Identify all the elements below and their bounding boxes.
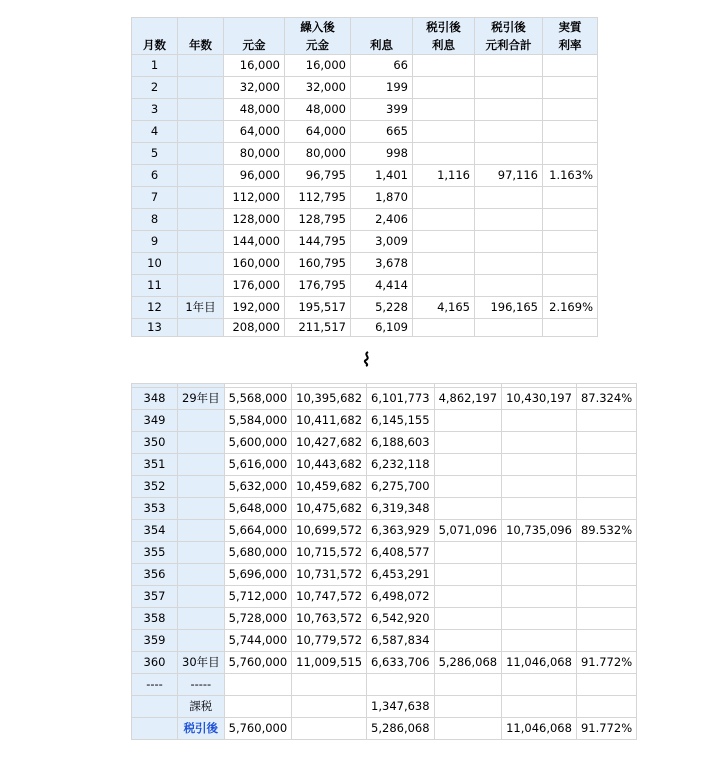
cell-year xyxy=(178,275,224,297)
table-row xyxy=(132,121,598,143)
cell-interest: 665 xyxy=(351,121,413,143)
header-year xyxy=(178,18,224,55)
cell-month: 355 xyxy=(132,542,178,564)
cell-month: 351 xyxy=(132,454,178,476)
cell-month: 352 xyxy=(132,476,178,498)
cell-interest: 6,275,700 xyxy=(367,476,435,498)
cell-net-total xyxy=(475,99,543,121)
cell-net-total xyxy=(475,143,543,165)
cell-interest: 6,319,348 xyxy=(367,498,435,520)
cell-interest: 6,498,072 xyxy=(367,586,435,608)
cell-year xyxy=(178,77,224,99)
cell-principal-after-transfer: 112,795 xyxy=(285,187,351,209)
cell-principal-after-transfer: 128,795 xyxy=(285,209,351,231)
cell-interest: 4,414 xyxy=(351,275,413,297)
cell-interest: 6,633,706 xyxy=(367,652,435,674)
cell-principal-after-transfer: 160,795 xyxy=(285,253,351,275)
cell-year: 30年目 xyxy=(178,652,225,674)
cell-year xyxy=(178,410,225,432)
cell-month: 9 xyxy=(132,231,178,253)
header-principal xyxy=(224,18,285,55)
cell-principal: 208,000 xyxy=(224,319,285,337)
cell-net-total xyxy=(502,498,577,520)
cell-net-interest xyxy=(434,410,502,432)
cell-net-total xyxy=(502,586,577,608)
cell-year xyxy=(178,498,225,520)
table-row xyxy=(132,77,598,99)
cell-interest: 2,406 xyxy=(351,209,413,231)
table-row xyxy=(132,275,598,297)
cell-principal: 16,000 xyxy=(224,55,285,77)
table-row xyxy=(132,388,637,410)
cell-effective-rate: 91.772% xyxy=(576,718,636,740)
cell-principal-after-transfer: 10,699,572 xyxy=(292,520,367,542)
cell-interest: 6,101,773 xyxy=(367,388,435,410)
cell-year xyxy=(178,608,225,630)
cell-net-total xyxy=(502,630,577,652)
cell-principal: 32,000 xyxy=(224,77,285,99)
cell-net-interest xyxy=(413,275,475,297)
cell-month: 1 xyxy=(132,55,178,77)
header-line2: 元金 xyxy=(242,38,266,52)
cell-principal-after-transfer: 64,000 xyxy=(285,121,351,143)
table-row xyxy=(132,696,637,718)
cell-net-total xyxy=(502,410,577,432)
cell-net-interest xyxy=(434,476,502,498)
cell-principal-after-transfer: 96,795 xyxy=(285,165,351,187)
cell-interest: 6,542,920 xyxy=(367,608,435,630)
cell-principal: 176,000 xyxy=(224,275,285,297)
cell-principal-after-transfer: 16,000 xyxy=(285,55,351,77)
cell-year xyxy=(178,165,224,187)
table-row xyxy=(132,187,598,209)
cell-principal-after-transfer: 10,411,682 xyxy=(292,410,367,432)
table-header xyxy=(132,18,598,55)
cell-interest: 399 xyxy=(351,99,413,121)
cell-year xyxy=(178,187,224,209)
cell-net-interest xyxy=(434,674,502,696)
cell-effective-rate xyxy=(543,77,598,99)
cell-interest: 6,145,155 xyxy=(367,410,435,432)
cell-effective-rate xyxy=(543,209,598,231)
cell-year xyxy=(178,319,224,337)
cell-principal: 5,632,000 xyxy=(224,476,292,498)
table-row xyxy=(132,630,637,652)
cell-net-total xyxy=(502,608,577,630)
cell-month xyxy=(132,696,178,718)
cell-principal-after-transfer: 144,795 xyxy=(285,231,351,253)
cell-net-interest xyxy=(413,77,475,99)
cell-net-total: 11,046,068 xyxy=(502,652,577,674)
table-row xyxy=(132,564,637,586)
cell-principal: 5,664,000 xyxy=(224,520,292,542)
cell-net-interest xyxy=(413,253,475,275)
header-line1: 税引後 xyxy=(491,20,526,34)
cell-principal-after-transfer: 10,731,572 xyxy=(292,564,367,586)
cell-interest: 6,363,929 xyxy=(367,520,435,542)
cell-year xyxy=(178,253,224,275)
cell-month: 358 xyxy=(132,608,178,630)
cell-net-total xyxy=(502,542,577,564)
cell-net-interest xyxy=(434,630,502,652)
cell-principal-after-transfer: 10,443,682 xyxy=(292,454,367,476)
cell-net-total xyxy=(502,476,577,498)
cell-month: 353 xyxy=(132,498,178,520)
cell-year xyxy=(178,121,224,143)
cell-effective-rate xyxy=(543,187,598,209)
cell-principal-after-transfer: 10,763,572 xyxy=(292,608,367,630)
cell-net-interest xyxy=(434,564,502,586)
header-line2: 利息 xyxy=(432,38,455,52)
table-row xyxy=(132,520,637,542)
cell-principal: 144,000 xyxy=(224,231,285,253)
cell-month: 11 xyxy=(132,275,178,297)
cell-effective-rate xyxy=(576,432,636,454)
table-row xyxy=(132,542,637,564)
cell-interest: 6,109 xyxy=(351,319,413,337)
savings-table-top xyxy=(131,17,598,337)
cell-net-total xyxy=(502,674,577,696)
cell-month: 354 xyxy=(132,520,178,542)
cell-net-interest xyxy=(413,319,475,337)
cell-year: 1年目 xyxy=(178,297,224,319)
cell-net-total xyxy=(475,231,543,253)
table-row xyxy=(132,608,637,630)
table-row xyxy=(132,652,637,674)
cell-net-interest xyxy=(434,432,502,454)
cell-interest: 6,453,291 xyxy=(367,564,435,586)
cell-net-interest: 4,862,197 xyxy=(434,388,502,410)
cell-net-total xyxy=(475,77,543,99)
cell-principal-after-transfer: 11,009,515 xyxy=(292,652,367,674)
cell-interest: 6,587,834 xyxy=(367,630,435,652)
cell-principal-after-transfer: 10,427,682 xyxy=(292,432,367,454)
cell-principal-after-transfer: 48,000 xyxy=(285,99,351,121)
table-row xyxy=(132,231,598,253)
cell-month: 5 xyxy=(132,143,178,165)
header-net-interest xyxy=(413,18,475,55)
cell-net-interest xyxy=(434,718,502,740)
cell-principal-after-transfer: 80,000 xyxy=(285,143,351,165)
cell-principal: 5,760,000 xyxy=(224,652,292,674)
cell-net-total: 97,116 xyxy=(475,165,543,187)
cell-interest: 6,188,603 xyxy=(367,432,435,454)
table-row xyxy=(132,209,598,231)
table-row xyxy=(132,432,637,454)
cell-net-total xyxy=(475,55,543,77)
cell-interest: 1,870 xyxy=(351,187,413,209)
cell-principal xyxy=(224,696,292,718)
cell-net-total xyxy=(502,696,577,718)
cell-net-interest xyxy=(413,121,475,143)
header-line2: 年数 xyxy=(189,38,212,52)
table-row xyxy=(132,165,598,187)
header-line2: 月数 xyxy=(143,38,166,52)
cell-effective-rate xyxy=(576,542,636,564)
cell-net-interest xyxy=(413,55,475,77)
header-month xyxy=(132,18,178,55)
cell-principal-after-transfer: 32,000 xyxy=(285,77,351,99)
cell-net-interest xyxy=(413,143,475,165)
header-net-total xyxy=(475,18,543,55)
cell-effective-rate xyxy=(543,319,598,337)
cell-principal: 192,000 xyxy=(224,297,285,319)
cell-principal: 48,000 xyxy=(224,99,285,121)
cell-effective-rate: 89.532% xyxy=(576,520,636,542)
cell-year xyxy=(178,231,224,253)
cell-year: ----- xyxy=(178,674,225,696)
cell-net-interest: 5,071,096 xyxy=(434,520,502,542)
cell-principal: 5,568,000 xyxy=(224,388,292,410)
cell-interest: 6,232,118 xyxy=(367,454,435,476)
cell-interest: 199 xyxy=(351,77,413,99)
cell-principal-after-transfer: 10,395,682 xyxy=(292,388,367,410)
cell-principal-after-transfer: 195,517 xyxy=(285,297,351,319)
wavy-break-icon xyxy=(361,350,373,368)
header-line2: 利率 xyxy=(558,38,582,52)
cell-interest: 3,678 xyxy=(351,253,413,275)
cell-principal-after-transfer: 10,779,572 xyxy=(292,630,367,652)
cell-principal-after-transfer xyxy=(292,696,367,718)
cell-effective-rate xyxy=(576,410,636,432)
cell-net-interest xyxy=(434,608,502,630)
table-row xyxy=(132,99,598,121)
cell-interest: 1,347,638 xyxy=(367,696,435,718)
table-row xyxy=(132,586,637,608)
cell-principal: 64,000 xyxy=(224,121,285,143)
cell-principal: 5,600,000 xyxy=(224,432,292,454)
cell-effective-rate xyxy=(543,143,598,165)
cell-net-interest: 5,286,068 xyxy=(434,652,502,674)
table-row xyxy=(132,410,637,432)
table-row xyxy=(132,253,598,275)
cell-year xyxy=(178,143,224,165)
table-row xyxy=(132,55,598,77)
cell-effective-rate xyxy=(576,476,636,498)
cell-effective-rate: 91.772% xyxy=(576,652,636,674)
cell-effective-rate xyxy=(543,253,598,275)
cell-month: 357 xyxy=(132,586,178,608)
table-row xyxy=(132,718,637,740)
cell-effective-rate: 1.163% xyxy=(543,165,598,187)
table-row xyxy=(132,454,637,476)
cell-month: 359 xyxy=(132,630,178,652)
header-line1: 繰入後 xyxy=(300,20,335,34)
cell-principal: 5,712,000 xyxy=(224,586,292,608)
savings-table-bottom xyxy=(131,383,637,740)
cell-principal-after-transfer xyxy=(292,718,367,740)
cell-interest: 66 xyxy=(351,55,413,77)
cell-net-total xyxy=(475,209,543,231)
cell-interest: 998 xyxy=(351,143,413,165)
cell-principal: 5,648,000 xyxy=(224,498,292,520)
cell-month: 356 xyxy=(132,564,178,586)
cell-principal: 5,728,000 xyxy=(224,608,292,630)
cell-month: ---- xyxy=(132,674,178,696)
header-effective-rate xyxy=(543,18,598,55)
cell-net-total: 10,430,197 xyxy=(502,388,577,410)
cell-year xyxy=(178,630,225,652)
cell-year xyxy=(178,432,225,454)
cell-principal xyxy=(224,674,292,696)
cell-principal: 128,000 xyxy=(224,209,285,231)
cell-effective-rate xyxy=(543,121,598,143)
cell-net-interest: 1,116 xyxy=(413,165,475,187)
cell-principal-after-transfer: 10,715,572 xyxy=(292,542,367,564)
cell-effective-rate xyxy=(576,696,636,718)
table-row xyxy=(132,498,637,520)
cell-net-interest xyxy=(434,542,502,564)
cell-effective-rate xyxy=(576,674,636,696)
header-line1: 税引後 xyxy=(426,20,461,34)
cell-principal-after-transfer: 10,747,572 xyxy=(292,586,367,608)
cell-net-interest xyxy=(434,586,502,608)
cell-net-total: 10,735,096 xyxy=(502,520,577,542)
cell-year xyxy=(178,476,225,498)
header-line2: 元利合計 xyxy=(485,38,532,52)
table-row xyxy=(132,297,598,319)
cell-interest xyxy=(367,674,435,696)
cell-month: 2 xyxy=(132,77,178,99)
table-body-top xyxy=(132,55,598,337)
cell-principal-after-transfer: 10,459,682 xyxy=(292,476,367,498)
cell-year xyxy=(178,586,225,608)
header-principal-after-transfer xyxy=(285,18,351,55)
cell-month: 350 xyxy=(132,432,178,454)
cell-month: 349 xyxy=(132,410,178,432)
cell-principal: 80,000 xyxy=(224,143,285,165)
cell-net-interest xyxy=(413,231,475,253)
cell-year: 税引後 xyxy=(178,718,225,740)
cell-principal-after-transfer: 10,475,682 xyxy=(292,498,367,520)
cell-net-total xyxy=(502,564,577,586)
cell-net-interest xyxy=(434,696,502,718)
cell-effective-rate xyxy=(576,630,636,652)
cell-month: 4 xyxy=(132,121,178,143)
cell-principal: 5,760,000 xyxy=(224,718,292,740)
cell-effective-rate xyxy=(576,564,636,586)
cell-effective-rate xyxy=(576,498,636,520)
table-body-bottom xyxy=(132,384,637,740)
cell-year xyxy=(178,542,225,564)
cell-month: 8 xyxy=(132,209,178,231)
table-row xyxy=(132,476,637,498)
cell-net-interest xyxy=(434,454,502,476)
cell-principal-after-transfer: 176,795 xyxy=(285,275,351,297)
cell-principal: 96,000 xyxy=(224,165,285,187)
cell-interest: 5,228 xyxy=(351,297,413,319)
cell-principal: 5,616,000 xyxy=(224,454,292,476)
cell-effective-rate: 87.324% xyxy=(576,388,636,410)
cell-effective-rate xyxy=(576,586,636,608)
table-row xyxy=(132,319,598,337)
cell-principal: 5,744,000 xyxy=(224,630,292,652)
cell-year xyxy=(178,564,225,586)
cell-interest: 1,401 xyxy=(351,165,413,187)
cell-net-total xyxy=(475,319,543,337)
cell-interest: 5,286,068 xyxy=(367,718,435,740)
cell-effective-rate xyxy=(576,454,636,476)
cell-net-total xyxy=(502,454,577,476)
cell-principal: 5,584,000 xyxy=(224,410,292,432)
table-row xyxy=(132,143,598,165)
cell-net-interest xyxy=(413,99,475,121)
cell-net-interest: 4,165 xyxy=(413,297,475,319)
cell-effective-rate xyxy=(543,275,598,297)
cell-principal: 5,680,000 xyxy=(224,542,292,564)
cell-year: 29年目 xyxy=(178,388,225,410)
cell-month xyxy=(132,718,178,740)
cell-net-total: 11,046,068 xyxy=(502,718,577,740)
cell-month: 6 xyxy=(132,165,178,187)
cell-effective-rate xyxy=(543,55,598,77)
header-line1: 実質 xyxy=(558,20,582,34)
cell-effective-rate xyxy=(576,608,636,630)
cell-effective-rate xyxy=(543,231,598,253)
cell-net-total xyxy=(475,187,543,209)
cell-effective-rate: 2.169% xyxy=(543,297,598,319)
cell-principal: 112,000 xyxy=(224,187,285,209)
table-row xyxy=(132,674,637,696)
cell-month: 7 xyxy=(132,187,178,209)
cell-year xyxy=(178,55,224,77)
cell-year xyxy=(178,99,224,121)
cell-principal-after-transfer: 211,517 xyxy=(285,319,351,337)
cell-month: 360 xyxy=(132,652,178,674)
cell-year xyxy=(178,520,225,542)
cell-net-interest xyxy=(413,187,475,209)
cell-principal: 160,000 xyxy=(224,253,285,275)
cell-month: 348 xyxy=(132,388,178,410)
header-line2: 元金 xyxy=(306,38,329,52)
cell-effective-rate xyxy=(543,99,598,121)
cell-net-total xyxy=(475,121,543,143)
cell-net-total: 196,165 xyxy=(475,297,543,319)
cell-net-interest xyxy=(413,209,475,231)
cell-month: 13 xyxy=(132,319,178,337)
header-interest xyxy=(351,18,413,55)
cell-principal: 5,696,000 xyxy=(224,564,292,586)
header-line2: 利息 xyxy=(370,38,393,52)
cell-net-total xyxy=(502,432,577,454)
cell-year xyxy=(178,454,225,476)
cell-net-total xyxy=(475,253,543,275)
cell-interest: 3,009 xyxy=(351,231,413,253)
cell-year: 課税 xyxy=(178,696,225,718)
cell-month: 3 xyxy=(132,99,178,121)
cell-interest: 6,408,577 xyxy=(367,542,435,564)
cell-net-interest xyxy=(434,498,502,520)
cell-month: 12 xyxy=(132,297,178,319)
cell-principal-after-transfer xyxy=(292,674,367,696)
header-row xyxy=(132,18,598,55)
cell-month: 10 xyxy=(132,253,178,275)
cell-net-total xyxy=(475,275,543,297)
cell-year xyxy=(178,209,224,231)
